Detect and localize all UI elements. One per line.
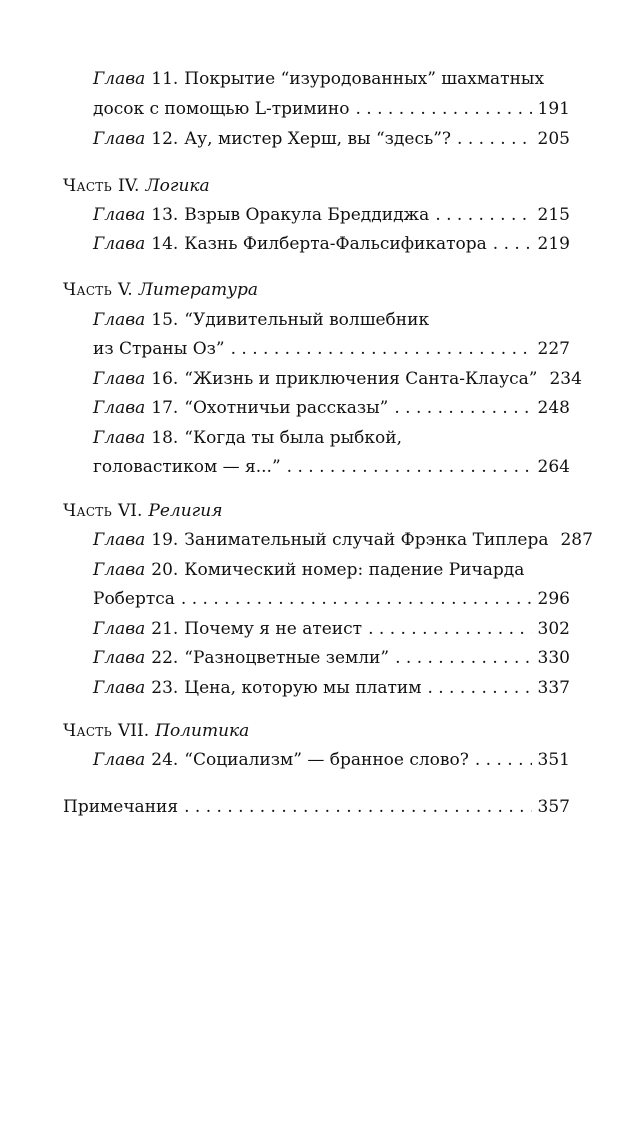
chapter-number: 15. <box>151 310 179 330</box>
chapter-number: 24. <box>151 750 179 770</box>
part-title: Литература <box>138 280 259 300</box>
chapter-label: Глава <box>93 129 146 149</box>
part-title: Политика <box>155 721 250 741</box>
part-number: VI. <box>118 501 143 521</box>
toc-part-5 <box>63 275 570 305</box>
chapter-title: “Удивительный волшебник <box>184 310 430 330</box>
chapter-number: 16. <box>151 369 179 389</box>
chapter-label: Глава <box>93 234 146 254</box>
chapter-label: Глава <box>93 560 146 580</box>
toc-entry-ch24 <box>93 745 570 775</box>
chapter-title: Покрытие “изуродованных” шахматных <box>184 69 545 89</box>
page-number: 234 <box>549 369 582 389</box>
chapter-label: Глава <box>93 530 146 550</box>
chapter-number: 21. <box>151 619 179 639</box>
dot-leader <box>394 393 531 423</box>
toc-entry-notes <box>63 792 570 822</box>
dot-leader <box>355 94 531 124</box>
chapter-label: Глава <box>93 310 146 330</box>
page-number: 205 <box>537 129 570 149</box>
toc-entry-ch21 <box>93 614 570 644</box>
page-number: 357 <box>537 797 570 817</box>
page-number: 337 <box>537 678 570 698</box>
chapter-label: Глава <box>93 678 146 698</box>
page-number: 296 <box>537 589 570 609</box>
toc-part-6 <box>63 496 570 526</box>
toc-entry-ch20 <box>93 555 570 585</box>
chapter-number: 20. <box>151 560 179 580</box>
chapter-number: 22. <box>151 648 179 668</box>
dot-leader <box>427 673 531 703</box>
part-number: VII. <box>118 721 150 741</box>
page-number: 248 <box>537 398 570 418</box>
part-label: Часть <box>63 721 112 741</box>
chapter-title: “Когда ты была рыбкой, <box>184 428 402 448</box>
toc-part-7 <box>63 716 570 746</box>
part-title: Религия <box>148 501 223 521</box>
chapter-title: Занимательный случай Фрэнка Типлера <box>184 530 549 550</box>
chapter-title: Почему я не атеист <box>184 619 363 639</box>
chapter-title: “Охотничьи рассказы” <box>184 398 389 418</box>
dot-leader <box>287 452 532 482</box>
dot-leader <box>184 792 531 822</box>
toc-entry-ch15 <box>93 305 570 335</box>
toc-entry-ch12 <box>93 124 570 154</box>
chapter-title: “Разноцветные земли” <box>184 648 390 668</box>
page-number: 215 <box>537 205 570 225</box>
chapter-title-cont: из Страны Оз” <box>93 339 225 359</box>
toc-part-4 <box>63 171 570 201</box>
toc-entry-ch22 <box>93 643 570 673</box>
page-number: 227 <box>537 339 570 359</box>
page-number: 302 <box>537 619 570 639</box>
part-label: Часть <box>63 501 112 521</box>
page-number: 191 <box>537 99 570 119</box>
dot-leader <box>475 745 532 775</box>
dot-leader <box>181 584 532 614</box>
chapter-number: 11. <box>151 69 179 89</box>
chapter-label: Глава <box>93 428 146 448</box>
toc-entry-ch17 <box>93 393 570 423</box>
part-title: Логика <box>145 176 210 196</box>
toc-entry-ch15-cont <box>93 334 570 364</box>
toc-entry-ch20-cont <box>93 584 570 614</box>
dot-leader <box>493 229 532 259</box>
chapter-number: 18. <box>151 428 179 448</box>
dot-leader <box>435 200 531 230</box>
chapter-title: “Жизнь и приключения Санта-Клауса” <box>184 369 538 389</box>
chapter-label: Глава <box>93 369 146 389</box>
chapter-number: 13. <box>151 205 179 225</box>
chapter-title-cont: досок с помощью L-тримино <box>93 99 350 119</box>
toc-entry-ch11 <box>93 64 570 94</box>
toc-entry-ch19 <box>93 525 593 555</box>
chapter-label: Глава <box>93 398 146 418</box>
chapter-number: 12. <box>151 129 179 149</box>
chapter-title-cont: Робертса <box>93 589 175 609</box>
part-label: Часть <box>63 280 112 300</box>
chapter-label: Глава <box>93 750 146 770</box>
chapter-title: “Социализм” — бранное слово? <box>184 750 469 770</box>
page-number: 330 <box>537 648 570 668</box>
toc-entry-ch16 <box>93 364 582 394</box>
dot-leader <box>457 124 532 154</box>
chapter-title: Цена, которую мы платим <box>184 678 422 698</box>
notes-title: Примечания <box>63 797 179 817</box>
page-number: 287 <box>560 530 593 550</box>
chapter-label: Глава <box>93 69 146 89</box>
part-label: Часть <box>63 176 112 196</box>
toc-entry-ch18 <box>93 423 570 453</box>
chapter-label: Глава <box>93 648 146 668</box>
toc-entry-ch11-cont <box>93 94 570 124</box>
dot-leader <box>231 334 532 364</box>
chapter-title-cont: головастиком — я...” <box>93 457 281 477</box>
chapter-title: Казнь Филберта-Фальсификатора <box>184 234 487 254</box>
dot-leader <box>368 614 531 644</box>
part-number: IV. <box>118 176 140 196</box>
page-number: 351 <box>537 750 570 770</box>
toc-entry-ch23 <box>93 673 570 703</box>
dot-leader <box>395 643 531 673</box>
toc-entry-ch13 <box>93 200 570 230</box>
chapter-title: Комический номер: падение Ричарда <box>184 560 525 580</box>
chapter-number: 14. <box>151 234 179 254</box>
page-number: 219 <box>537 234 570 254</box>
part-number: V. <box>118 280 133 300</box>
chapter-title: Ау, мистер Херш, вы “здесь”? <box>184 129 452 149</box>
toc-entry-ch14 <box>93 229 570 259</box>
chapter-title: Взрыв Оракула Бреддиджа <box>184 205 430 225</box>
chapter-number: 23. <box>151 678 179 698</box>
chapter-label: Глава <box>93 205 146 225</box>
chapter-number: 19. <box>151 530 179 550</box>
chapter-number: 17. <box>151 398 179 418</box>
page-number: 264 <box>537 457 570 477</box>
toc-entry-ch18-cont <box>93 452 570 482</box>
chapter-label: Глава <box>93 619 146 639</box>
